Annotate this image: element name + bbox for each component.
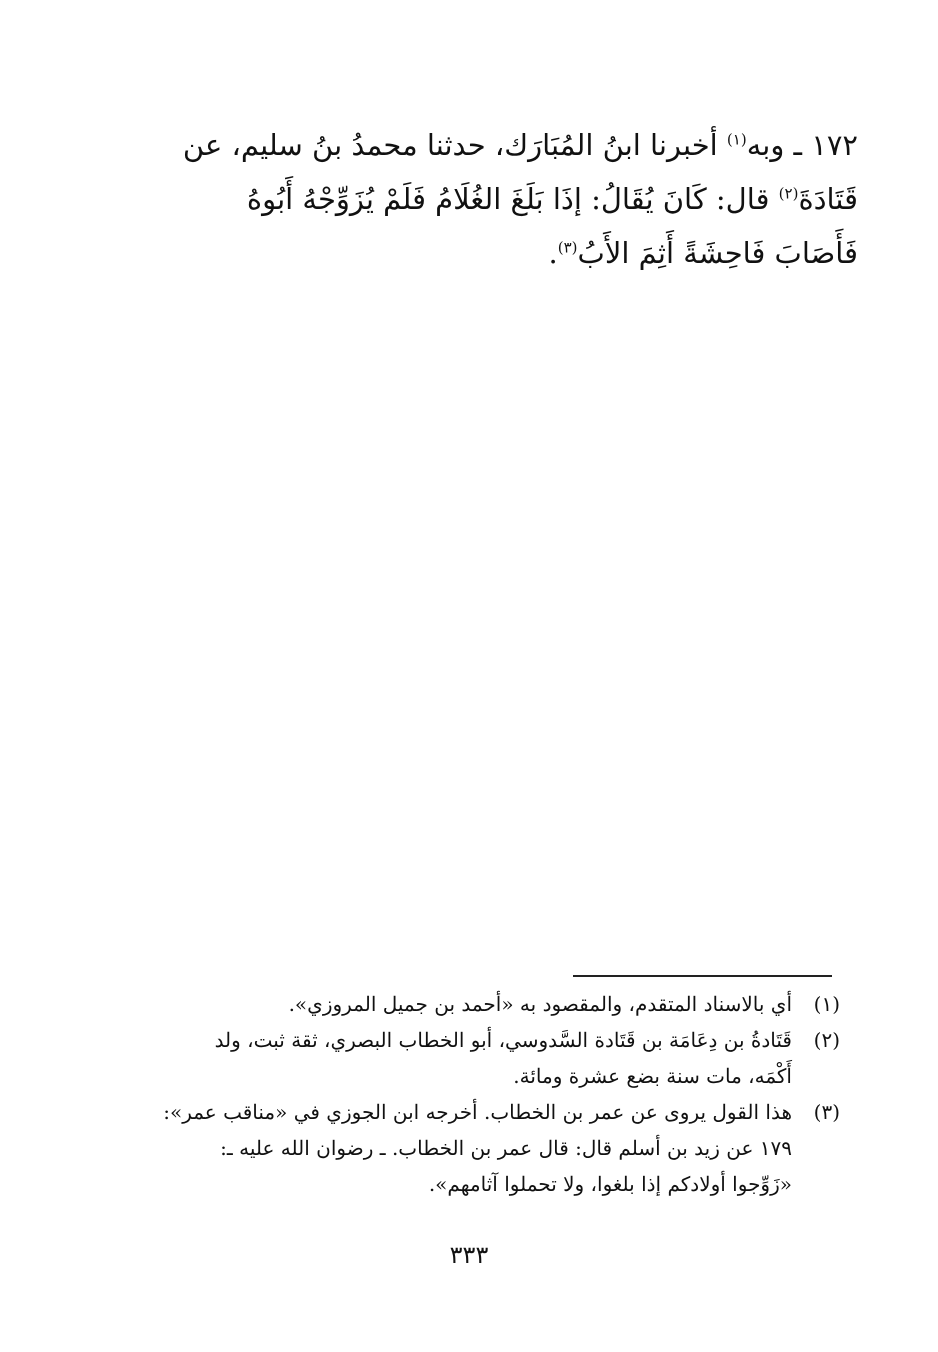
footnote-text: «زَوِّجوا أولادكم إذا بلغوا، ولا تحملوا آثامهم». xyxy=(428,1172,792,1196)
footnote-2 xyxy=(138,1022,840,1094)
hadith-line-3 xyxy=(150,226,858,280)
footnote-ref-3[interactable]: (٣) xyxy=(557,238,578,257)
footnote-text: أي بالاسناد المتقدم، والمقصود به «أحمد بن جميل المروزي». xyxy=(288,992,792,1016)
footnote-text: قَتَادةُ بن دِعَامَة بن قَتَادة السَّدوسي، أبو الخطاب البصري، ثقة ثبت، ولد xyxy=(214,1028,792,1052)
footnote-ref-2[interactable]: (٢) xyxy=(778,184,799,203)
footnote-number: (١) xyxy=(813,992,840,1016)
hadith-line-1 xyxy=(150,118,858,172)
footnote-3 xyxy=(138,1094,840,1202)
hadith-line-2 xyxy=(150,172,858,226)
footnote-1 xyxy=(138,986,840,1022)
footnote-number: (٢) xyxy=(813,1028,840,1052)
hadith-number-and-chain-start: ١٧٢ ـ وبه xyxy=(746,128,858,162)
hadith-text xyxy=(150,118,858,280)
hadith-matn-end: فَأَصَابَ فَاحِشَةً أَثِمَ الأَبُ xyxy=(577,236,858,270)
footnote-ref-1[interactable]: (١) xyxy=(726,130,747,149)
hadith-chain: أخبرنا ابنُ المُبَارَك، حدثنا محمدُ بنُ سليم، عن xyxy=(182,128,718,162)
footnote-divider xyxy=(573,975,832,977)
footnote-number: (٣) xyxy=(813,1100,840,1124)
hadith-end-mark: . xyxy=(548,236,558,270)
footnote-text: أَكْمَه، مات سنة بضع عشرة ومائة. xyxy=(513,1064,792,1088)
footnote-text: ١٧٩ عن زيد بن أسلم قال: قال عمر بن الخطاب. ـ رضوان الله عليه ـ: xyxy=(220,1136,792,1160)
page-number: ٣٣٣ xyxy=(449,1241,489,1269)
narrator-name: قَتَادَةَ xyxy=(798,182,858,216)
footnotes-section xyxy=(138,986,840,1202)
hadith-matn: قال: كَانَ يُقَالُ: إذَا بَلَغَ الغُلَامُ فَلَمْ يُزَوِّجْهُ أَبُوهُ xyxy=(246,182,770,216)
footnote-text: هذا القول يروى عن عمر بن الخطاب. أخرجه ابن الجوزي في «مناقب عمر»: xyxy=(163,1100,792,1124)
